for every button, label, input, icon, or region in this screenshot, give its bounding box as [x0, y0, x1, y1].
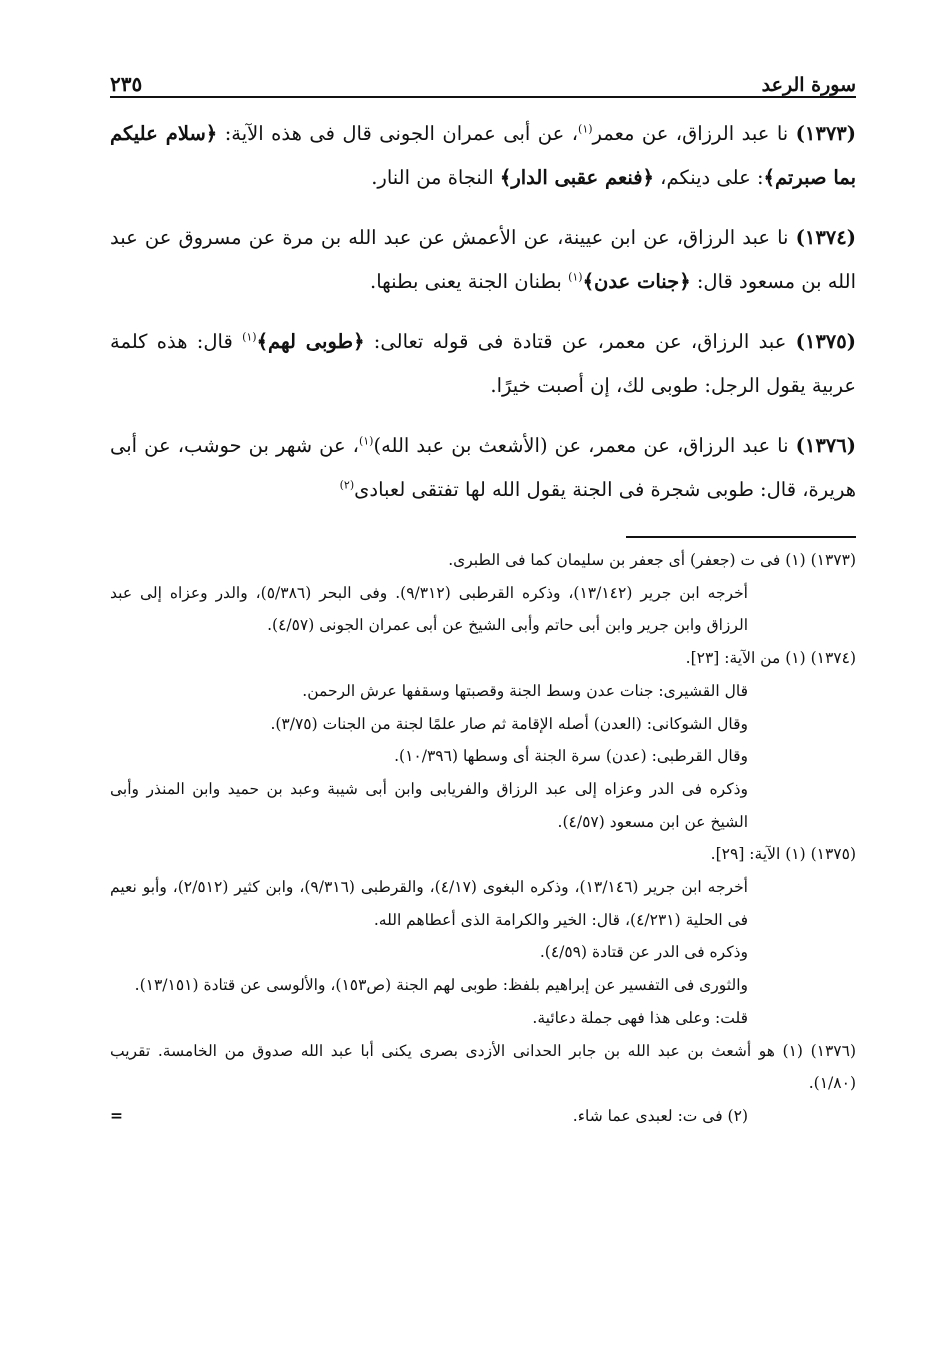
hadith-number: (١٣٧٦) — [795, 434, 856, 457]
main-text — [110, 112, 856, 512]
hadith-text: نا عبد الرزاق، عن معمر، عن (الأشعث بن عبد الله) — [373, 434, 796, 457]
hadith-paragraph — [110, 424, 856, 512]
quran-quote: ﴿جنات عدن﴾ — [582, 270, 691, 293]
quran-quote: ﴿فنعم عقبى الدار﴾ — [499, 166, 654, 189]
hadith-paragraph — [110, 320, 856, 408]
footnote-body: وقال القرطبى: (عدن) سرة الجنة أى وسطها (١٠/٣٩٦). — [394, 747, 748, 766]
footnote-body: أخرجه ابن جرير (١٣/١٤٦)، وذكره البغوى (٤/١٧)، والقرطبى (٩/٣١٦)، وابن كثير (٢/٥١٢)، وأبو نعيم فى الحلية (٤/٢٣١)، قال: الخير والكرامة الذى أعطاهم الله. — [110, 878, 748, 929]
footnote-body: وقال الشوكانى: (العدن) أصله الإقامة ثم صار علمًا لجنة من الجنات (٣/٧٥). — [270, 714, 748, 733]
footnote-body: والثورى فى التفسير عن إبراهيم بلفظ: طوبى لهم الجنة (ص١٥٣)، والألوسى عن قتادة (١٣/١٥١). — [134, 976, 748, 995]
footnote-head: (١٣٧٤) (١) من الآية: [٢٣]. — [685, 649, 856, 668]
last-footnote-row — [110, 1100, 856, 1133]
hadith-number: (١٣٧٣) — [795, 122, 857, 145]
page — [110, 62, 856, 1133]
footnote-last-note: (٢) فى ت: لعبدى عما شاء. — [572, 1106, 748, 1125]
surah-title: سورة الرعد — [761, 74, 856, 96]
footnote-body: أخرجه ابن جرير (١٣/١٤٢)، وذكره القرطبى (٩/٣١٢). وفى البحر (٥/٣٨٦)، والدر وعزاه إلى عبد الرزاق وابن جرير وابن أبى حاتم وأبى الشيخ عن أبى عمران الجونى (٤/٥٧). — [110, 583, 748, 635]
quran-quote: ﴿سلام عليكم بما صبرتم﴾ — [110, 122, 856, 189]
quran-quote: ﴿طوبى لهم﴾ — [256, 330, 365, 353]
footnote-marker: (١) — [578, 122, 593, 136]
footnote-body: قال القشيرى: جنات عدن وسط الجنة وقصبتها وسقفها عرش الرحمن. — [302, 681, 748, 700]
hadith-text: قال: هذه كلمة عربية يقول الرجل: طوبى لك، إن أصبت خيرًا. — [110, 330, 856, 397]
footnote-marker: (١) — [568, 270, 583, 284]
hadith-text: نا عبد الرزاق، عن ابن عيينة، عن الأعمش عن عبد الله بن مرة عن مسروق عن عبد الله بن مسعود قال: — [110, 226, 856, 293]
footnote-marker: (٢) — [339, 478, 355, 492]
hadith-text: نا عبد الرزاق، عن معمر — [592, 122, 796, 145]
footnote-head: (١٣٧٥) (١) الآية: [٢٩]. — [710, 845, 856, 864]
hadith-text: : على دينكم، — [653, 166, 764, 189]
footnote-marker: (١) — [358, 434, 374, 448]
footnote-separator — [626, 536, 856, 538]
hadith-text: عبد الرزاق، عن معمر، عن قتادة فى قوله تعالى: — [364, 330, 796, 353]
footnotes — [110, 544, 856, 1100]
page-number: ٢٣٥ — [110, 72, 143, 96]
hadith-text: النجاة من النار. — [371, 166, 500, 189]
hadith-text: ، عن أبى عمران الجونى قال فى هذه الآية: — [217, 122, 579, 145]
hadith-text: ، عن شهر بن حوشب، عن أبى هريرة، قال: طوبى شجرة فى الجنة يقول الله لها تفتقى لعبادى — [110, 434, 856, 501]
hadith-text: بطنان الجنة يعنى بطنها. — [370, 270, 569, 293]
hadith-number: (١٣٧٤) — [795, 226, 856, 249]
footnote-body: وذكره فى الدر وعزاه إلى عبد الرزاق والفريابى وابن أبى شيبة وعبد بن حميد وابن المنذر وأبى الشيخ عن ابن مسعود (٤/٥٧). — [110, 779, 748, 831]
hadith-paragraph — [110, 112, 856, 200]
hadith-number: (١٣٧٥) — [795, 330, 856, 353]
footnote-body: وذكره فى الدر عن قتادة (٤/٥٩). — [539, 943, 748, 962]
footnote-head: (١٣٧٣) (١) فى ت (جعفر) أى جعفر بن سليمان كما فى الطبرى. — [448, 551, 856, 569]
footnote-marker: (١) — [242, 330, 257, 344]
footnote-head: (١٣٧٦) (١) هو أشعث بن عبد الله بن جابر الحدانى الأزدى بصرى يكنى أبا عبد الله صدوق من الخامسة. تقريب (١/٨٠). — [110, 1041, 856, 1093]
hadith-paragraph — [110, 216, 856, 304]
running-header — [110, 62, 856, 98]
continuation-mark: = — [110, 1105, 123, 1125]
footnote-body: قلت: وعلى هذا فهى جملة دعائية. — [532, 1008, 748, 1027]
